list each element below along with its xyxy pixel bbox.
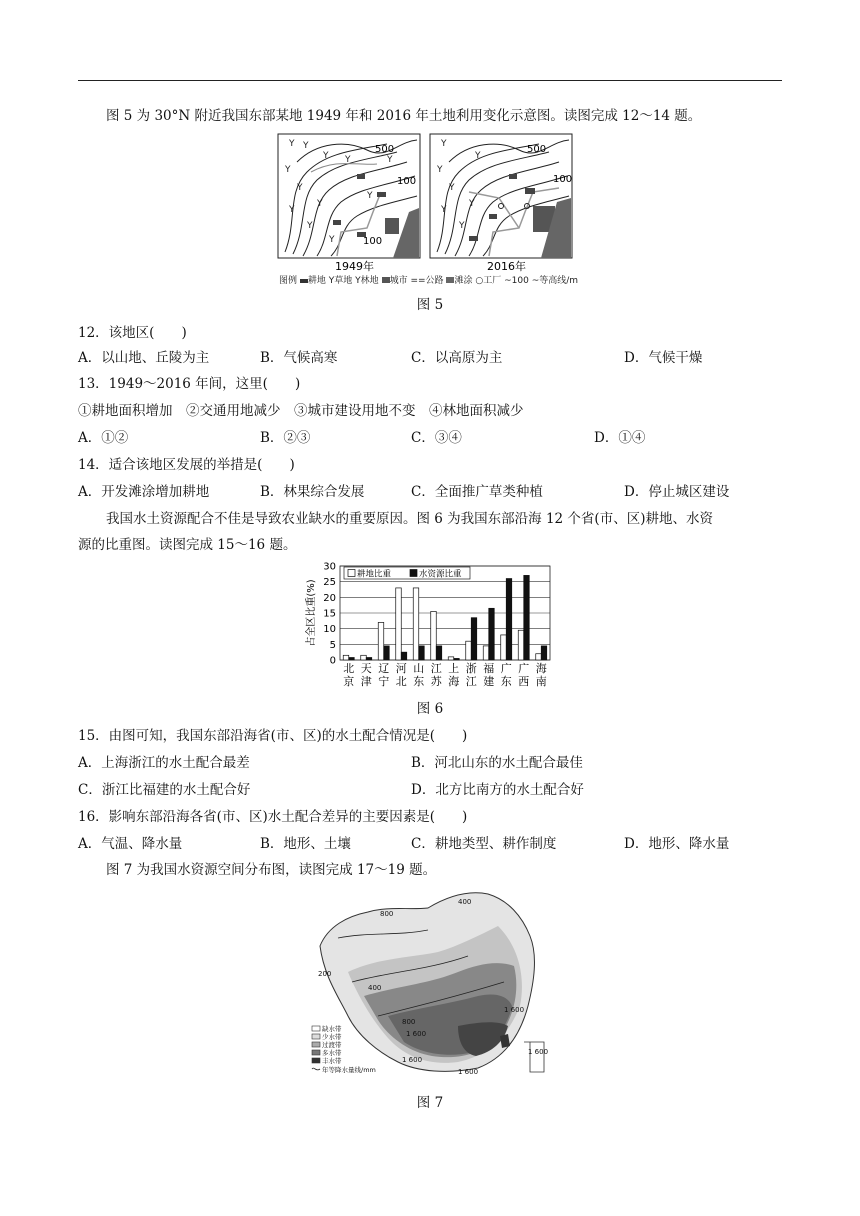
q12-option-a[interactable]: A．以山地、丘陵为主 <box>78 350 210 366</box>
svg-text:400: 400 <box>368 984 382 992</box>
svg-text:Y: Y <box>441 205 447 215</box>
legend-label: 耕地比重 <box>357 569 392 580</box>
x-tick-label: 福 <box>483 662 495 675</box>
bar-water-浙江 <box>471 618 477 660</box>
svg-text:1 600: 1 600 <box>504 1006 525 1014</box>
q12-option-d[interactable]: D．气候干燥 <box>624 350 703 366</box>
x-tick-label: 宁 <box>378 675 390 688</box>
q13-option-b[interactable]: B．②③ <box>260 430 311 446</box>
legend-swatch <box>410 570 417 577</box>
x-tick-label: 天 <box>360 662 372 675</box>
y-tick-label: 15 <box>323 608 336 620</box>
x-tick-label: 建 <box>483 675 495 688</box>
svg-text:Y: Y <box>441 139 447 149</box>
svg-text:800: 800 <box>380 910 394 918</box>
svg-text:Y: Y <box>469 199 475 209</box>
svg-text:1 600: 1 600 <box>406 1030 427 1038</box>
y-tick-label: 0 <box>329 655 336 667</box>
x-tick-label: 辽 <box>378 662 390 675</box>
svg-text:Y: Y <box>317 199 323 209</box>
q14-option-a[interactable]: A．开发滩涂增加耕地 <box>78 484 210 500</box>
svg-text:500: 500 <box>527 144 547 155</box>
x-tick-label: 西 <box>518 675 530 688</box>
bar-water-河北 <box>401 652 407 660</box>
svg-text:1 600: 1 600 <box>458 1068 479 1076</box>
bar-farmland-福建 <box>483 646 489 660</box>
bar-water-上海 <box>454 658 460 660</box>
q16-option-b[interactable]: B．地形、土壤 <box>260 836 351 852</box>
bar-farmland-广东 <box>501 635 507 660</box>
y-tick-label: 20 <box>323 592 336 604</box>
svg-text:Y: Y <box>289 139 295 149</box>
figure-5-maps <box>277 132 583 288</box>
svg-text:Y: Y <box>323 151 329 161</box>
fig6-caption: 图 6 <box>416 701 444 717</box>
q16-option-a[interactable]: A．气温、降水量 <box>78 836 183 852</box>
y-tick-label: 25 <box>323 577 336 589</box>
bar-water-广东 <box>506 579 512 660</box>
contour-label-100a: 100 <box>397 176 417 187</box>
q12-option-c[interactable]: C．以高原为主 <box>411 350 503 366</box>
x-tick-label: 津 <box>360 675 372 688</box>
intro-fig7: 图 7 为我国水资源空间分布图，读图完成 17～19 题。 <box>106 862 437 878</box>
bar-farmland-上海 <box>448 657 454 660</box>
y-tick-label: 5 <box>329 639 336 651</box>
svg-text:Y: Y <box>303 141 309 151</box>
q16-option-c[interactable]: C．耕地类型、耕作制度 <box>411 836 557 852</box>
q15-option-a[interactable]: A．上海浙江的水土配合最差 <box>78 755 250 771</box>
q16-option-d[interactable]: D．地形、降水量 <box>624 836 730 852</box>
map-2016 <box>430 134 572 258</box>
q13-option-c[interactable]: C．③④ <box>411 430 462 446</box>
y-tick-label: 30 <box>323 561 336 573</box>
svg-text:Y: Y <box>449 183 455 193</box>
q14-option-d[interactable]: D．停止城区建设 <box>624 484 730 500</box>
bar-water-辽宁 <box>384 646 390 660</box>
q14-option-c[interactable]: C．全面推广草类种植 <box>411 484 543 500</box>
x-tick-label: 苏 <box>430 675 442 688</box>
q15-stem: 15．由图可知，我国东部沿海省(市、区)的水土配合情况是( ) <box>78 728 468 744</box>
svg-text:Y: Y <box>387 155 393 165</box>
q15-option-b[interactable]: B．河北山东的水土配合最佳 <box>411 755 583 771</box>
header-rule <box>78 80 782 81</box>
bar-farmland-江苏 <box>431 611 437 660</box>
bar-water-广西 <box>524 575 530 660</box>
y-axis-label: 占全区比重(%) <box>306 579 317 647</box>
q14-option-b[interactable]: B．林果综合发展 <box>260 484 365 500</box>
q13-statements: ①耕地面积增加 ②交通用地减少 ③城市建设用地不变 ④林地面积减少 <box>78 403 524 419</box>
svg-text:1 600: 1 600 <box>528 1048 548 1056</box>
svg-text:缺水带: 缺水带 <box>322 1025 342 1033</box>
svg-text:400: 400 <box>458 898 472 906</box>
q13-option-d[interactable]: D．①④ <box>594 430 646 446</box>
x-tick-label: 广 <box>500 662 512 675</box>
x-tick-label: 河 <box>395 662 407 675</box>
legend-label: 水资源比重 <box>419 569 462 580</box>
q13-option-a[interactable]: A．①② <box>78 430 129 446</box>
svg-text:Y: Y <box>345 155 351 165</box>
q13-stem: 13．1949～2016 年间，这里( ) <box>78 376 301 392</box>
x-tick-label: 北 <box>395 675 407 688</box>
svg-text:Y: Y <box>307 221 313 231</box>
svg-text:多水带: 多水带 <box>322 1049 342 1057</box>
x-tick-label: 江 <box>465 675 477 688</box>
bar-water-江苏 <box>436 646 442 660</box>
svg-text:Y: Y <box>475 151 481 161</box>
bar-water-福建 <box>489 608 495 660</box>
intro-fig5: 图 5 为 30°N 附近我国东部某地 1949 年和 2016 年土地利用变化示意图。读图完成 12～14 题。 <box>106 108 702 124</box>
bar-farmland-河北 <box>396 588 402 660</box>
x-tick-label: 东 <box>413 675 425 688</box>
bar-water-天津 <box>366 657 372 660</box>
legend-swatch <box>348 570 355 577</box>
x-tick-label: 浙 <box>465 662 477 675</box>
intro-fig6-line2: 源的比重图。读图完成 15～16 题。 <box>78 537 297 553</box>
x-tick-label: 海 <box>535 662 547 675</box>
contour-label-500: 500 <box>375 144 395 155</box>
fig5-caption: 图 5 <box>416 297 444 313</box>
bar-water-山东 <box>419 646 425 660</box>
x-tick-label: 东 <box>500 675 512 688</box>
x-tick-label: 广 <box>518 662 530 675</box>
x-tick-label: 南 <box>535 675 547 688</box>
bar-water-北京 <box>349 657 355 660</box>
svg-text:过渡带: 过渡带 <box>322 1041 342 1049</box>
svg-text:800: 800 <box>402 1018 416 1026</box>
svg-text:年等降水量线/mm: 年等降水量线/mm <box>322 1066 376 1074</box>
bar-farmland-辽宁 <box>378 622 384 660</box>
svg-text:Y: Y <box>285 165 291 175</box>
svg-text:100: 100 <box>553 174 573 185</box>
svg-text:Y: Y <box>297 183 303 193</box>
figure-6-chart <box>300 560 560 692</box>
svg-text:少水带: 少水带 <box>322 1033 342 1041</box>
svg-text:200: 200 <box>318 970 332 978</box>
svg-text:Y: Y <box>367 191 373 201</box>
year-2016: 2016年 <box>487 260 526 273</box>
svg-text:Y: Y <box>459 221 465 231</box>
figure-7-map <box>308 886 548 1078</box>
x-tick-label: 海 <box>448 675 460 688</box>
q15-option-d[interactable]: D．北方比南方的水土配合好 <box>411 782 584 798</box>
bar-farmland-广西 <box>518 630 524 660</box>
bar-farmland-海南 <box>536 654 542 660</box>
x-tick-label: 上 <box>448 662 460 675</box>
q15-option-c[interactable]: C．浙江比福建的水土配合好 <box>78 782 251 798</box>
svg-text:Y: Y <box>437 165 443 175</box>
q14-stem: 14．适合该地区发展的举措是( ) <box>78 457 295 473</box>
map-1949 <box>278 134 420 258</box>
intro-fig6-line1: 我国水土资源配合不佳是导致农业缺水的重要原因。图 6 为我国东部沿海 12 个省(市、区)耕地、水资 <box>106 511 713 527</box>
svg-text:丰水带: 丰水带 <box>322 1057 342 1065</box>
q12-option-b[interactable]: B．气候高寒 <box>260 350 338 366</box>
y-tick-label: 10 <box>323 624 336 636</box>
svg-text:Y: Y <box>329 235 335 245</box>
svg-text:Y: Y <box>289 205 295 215</box>
bar-farmland-北京 <box>343 655 349 660</box>
x-tick-label: 京 <box>343 675 355 688</box>
x-tick-label: 北 <box>343 662 355 675</box>
year-1949: 1949年 <box>335 260 374 273</box>
bar-farmland-天津 <box>361 655 367 660</box>
fig5-legend: 图例 耕地 Y草地 Y林地 城市 ==公路 滩涂 ○工厂 ~100 ~等高线/m <box>279 276 579 286</box>
q12-stem: 12．该地区( ) <box>78 325 187 341</box>
svg-text:1 600: 1 600 <box>402 1056 423 1064</box>
bar-farmland-山东 <box>413 588 419 660</box>
q16-stem: 16．影响东部沿海各省(市、区)水土配合差异的主要因素是( ) <box>78 809 468 825</box>
bar-farmland-浙江 <box>466 641 472 660</box>
bar-water-海南 <box>541 646 547 660</box>
fig7-caption: 图 7 <box>416 1095 444 1111</box>
x-tick-label: 山 <box>413 662 425 675</box>
x-tick-label: 江 <box>430 662 442 675</box>
bar-chart-svg <box>300 560 560 692</box>
contour-label-100b: 100 <box>363 236 383 247</box>
